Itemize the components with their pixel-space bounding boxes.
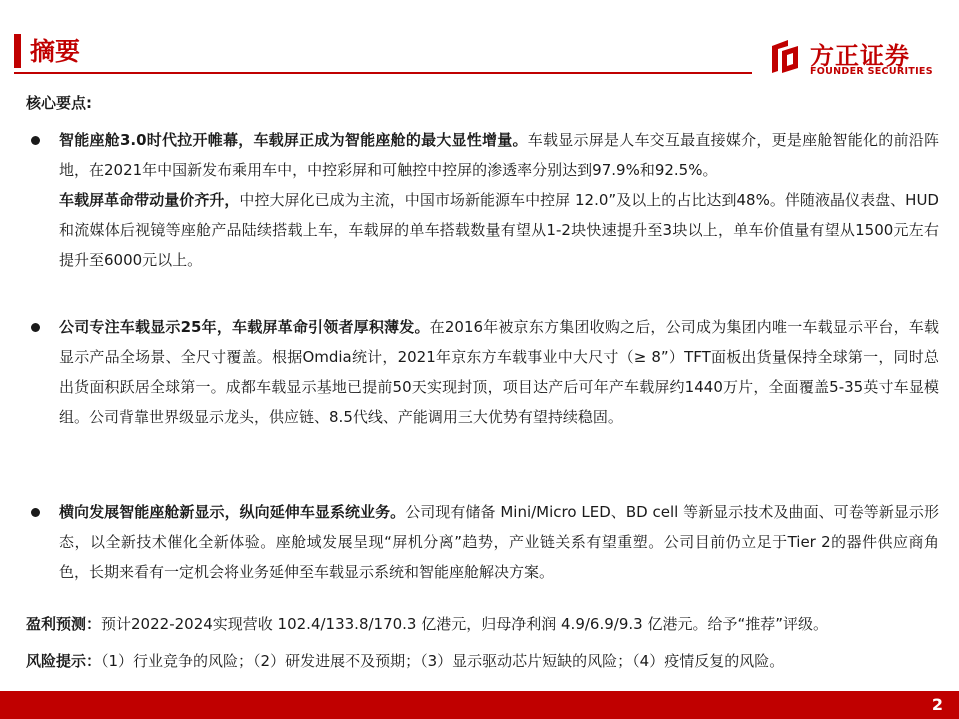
- bullet-dot: [31, 136, 40, 145]
- bullet-text: 中控大屏化已成为主流，中国市场新能源车中控屏 12.0”及以上的占比达到48%。伴随液晶仪表盘、HUD和流媒体后视镜等座舱产品陆续搭载上车，车载屏的单车搭载数量有望从1-2块快速提升至3块以上，单车价值量有望从1500元左右提升至6000元以上。: [59, 191, 939, 269]
- bullet-paragraph: [59, 125, 939, 275]
- bullet-dot: [31, 508, 40, 517]
- bullet-emphasis: 公司专注车载显示25年，车载屏革命引领者厚积薄发。: [59, 318, 430, 336]
- bullet-text: 公司现有储备 Mini/Micro LED、BD cell 等新显示技术及曲面、可卷等新显示形态，以全新技术催化全新体验。座舱域发展呈现“屏机分离”趋势，产业链关系有望重塑。公司目前仍立足于Tier 2的器件供应商角色，长期来看有一定机会将业务延伸至车载显示系统和智能座舱解决方案。: [59, 503, 939, 581]
- risk-warning: [26, 646, 941, 676]
- logo-chinese-name: 方正证券: [810, 42, 910, 70]
- key-points-heading: 核心要点:: [26, 94, 92, 112]
- company-logo: [768, 38, 948, 82]
- founder-logo-icon: [768, 38, 802, 74]
- page-number: 2: [931, 695, 943, 714]
- bullet-text: 车载显示屏是人车交互最直接媒介，更是座舱智能化的前沿阵地，在2021年中国新发布乘用车中，中控彩屏和可触控中控屏的渗透率分别达到97.9%和92.5%。: [59, 131, 939, 179]
- bullet-paragraph: [59, 312, 939, 432]
- bullet-dot: [31, 323, 40, 332]
- risk-label: 风险提示：: [26, 652, 102, 670]
- bullet-emphasis: 智能座舱3.0时代拉开帷幕，车载屏正成为智能座舱的最大显性增量。: [59, 131, 528, 149]
- footer-bar: [0, 691, 959, 719]
- bullet-paragraph: [59, 497, 939, 587]
- logo-english-name: FOUNDER SECURITIES: [810, 66, 933, 77]
- bullet-emphasis: 横向发展智能座舱新显示，纵向延伸车显系统业务。: [59, 503, 406, 521]
- earnings-forecast: [26, 609, 941, 639]
- forecast-text: 预计2022-2024实现营收 102.4/133.8/170.3 亿港元，归母净利润 4.9/6.9/9.3 亿港元。给予“推荐”评级。: [101, 615, 828, 633]
- page-title: 摘要: [30, 37, 81, 66]
- title-accent-bar: [14, 34, 21, 68]
- title-divider: [14, 72, 752, 74]
- risk-text: （1）行业竞争的风险；（2）研发进展不及预期；（3）显示驱动芯片短缺的风险；（4）疫情反复的风险。: [101, 652, 785, 670]
- forecast-label: 盈利预测：: [26, 615, 102, 633]
- bullet-emphasis: 车载屏革命带动量价齐升，: [59, 191, 240, 209]
- bullet-text: 在2016年被京东方集团收购之后，公司成为集团内唯一车载显示平台，车载显示产品全场景、全尺寸覆盖。根据Omdia统计，2021年京东方车载事业中大尺寸（≥ 8”）TFT面板出货量保持全球第一，同时总出货面积跃居全球第一。成都车载显示基地已提前50天实现封顶，项目达产后可年产车载屏约1440万片，全面覆盖5-35英寸车显模组。公司背靠世界级显示龙头，供应链、8.5代线、产能调用三大优势有望持续稳固。: [59, 318, 939, 426]
